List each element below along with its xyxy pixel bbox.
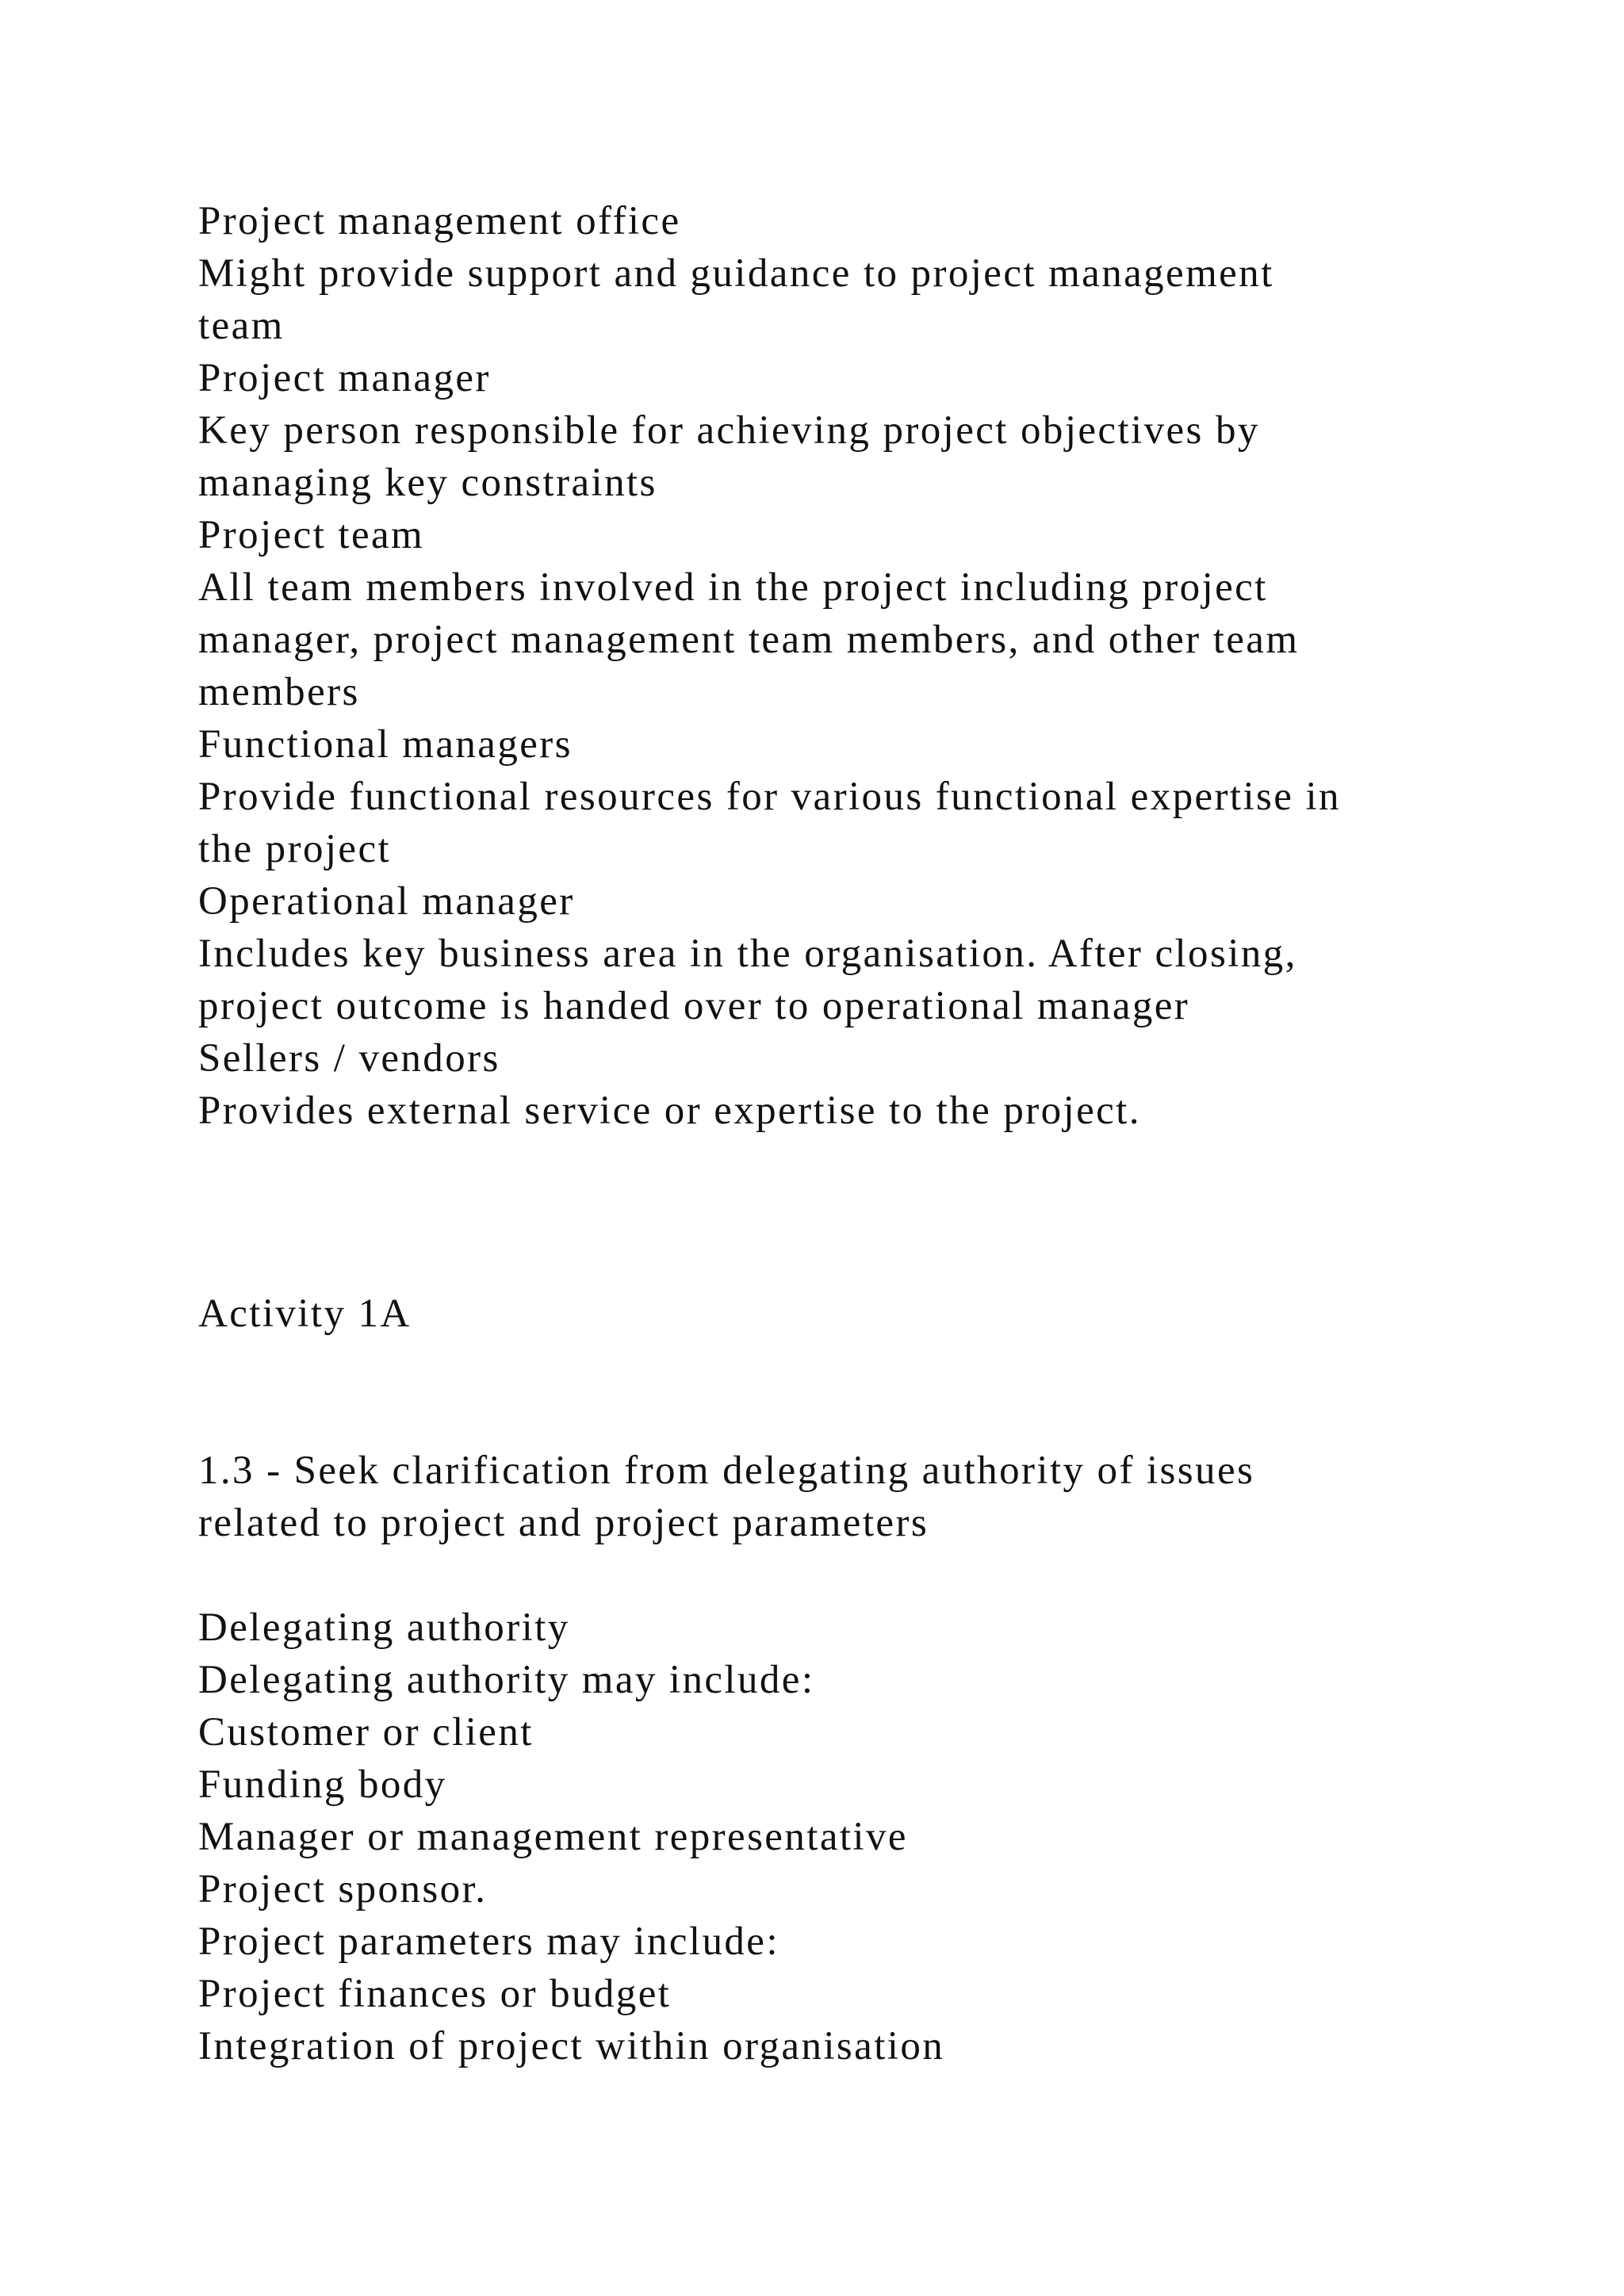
text-line: Manager or management representative (198, 1815, 908, 1859)
text-line: Provide functional resources for various functional expertise in (198, 775, 1341, 819)
text-line: Key person responsible for achieving project objectives by (198, 408, 1260, 453)
text-line: the project (198, 827, 392, 871)
activity-heading: Activity 1A (198, 1292, 412, 1336)
text-line: Includes key business area in the organisation. After closing, (198, 932, 1297, 976)
text-line: Operational manager (198, 879, 575, 924)
text-line: Integration of project within organisation (198, 2024, 945, 2068)
text-line: Project sponsor. (198, 1867, 488, 1911)
text-line: manager, project management team members, and other team (198, 618, 1300, 662)
text-line: managing key constraints (198, 461, 657, 505)
text-line: Delegating authority (198, 1605, 570, 1650)
delegating-authority-block (198, 1601, 1499, 2072)
text-line: Functional managers (198, 722, 573, 767)
section-heading-line: related to project and project parameters (198, 1501, 929, 1545)
text-line: Might provide support and guidance to project management (198, 251, 1274, 296)
text-line: Project parameters may include: (198, 1919, 779, 1964)
text-line: Project finances or budget (198, 1972, 672, 2016)
section-heading-line: 1.3 - Seek clarification from delegating authority of issues (198, 1448, 1255, 1493)
text-line: members (198, 670, 360, 714)
text-line: Customer or client (198, 1710, 534, 1755)
text-line: Provides external service or expertise to the project. (198, 1089, 1141, 1133)
text-line: Delegating authority may include: (198, 1658, 815, 1702)
text-line: team (198, 304, 285, 348)
text-line: Sellers / vendors (198, 1036, 500, 1081)
roles-description-block (198, 195, 1499, 1137)
text-line: Funding body (198, 1762, 447, 1807)
text-line: Project team (198, 513, 425, 557)
section-heading-block (198, 1445, 1499, 1549)
text-line: All team members involved in the project including project (198, 565, 1268, 610)
text-line: project outcome is handed over to operational manager (198, 984, 1190, 1028)
text-line: Project management office (198, 199, 681, 243)
activity-heading-block (198, 1288, 1499, 1340)
text-line: Project manager (198, 356, 491, 400)
